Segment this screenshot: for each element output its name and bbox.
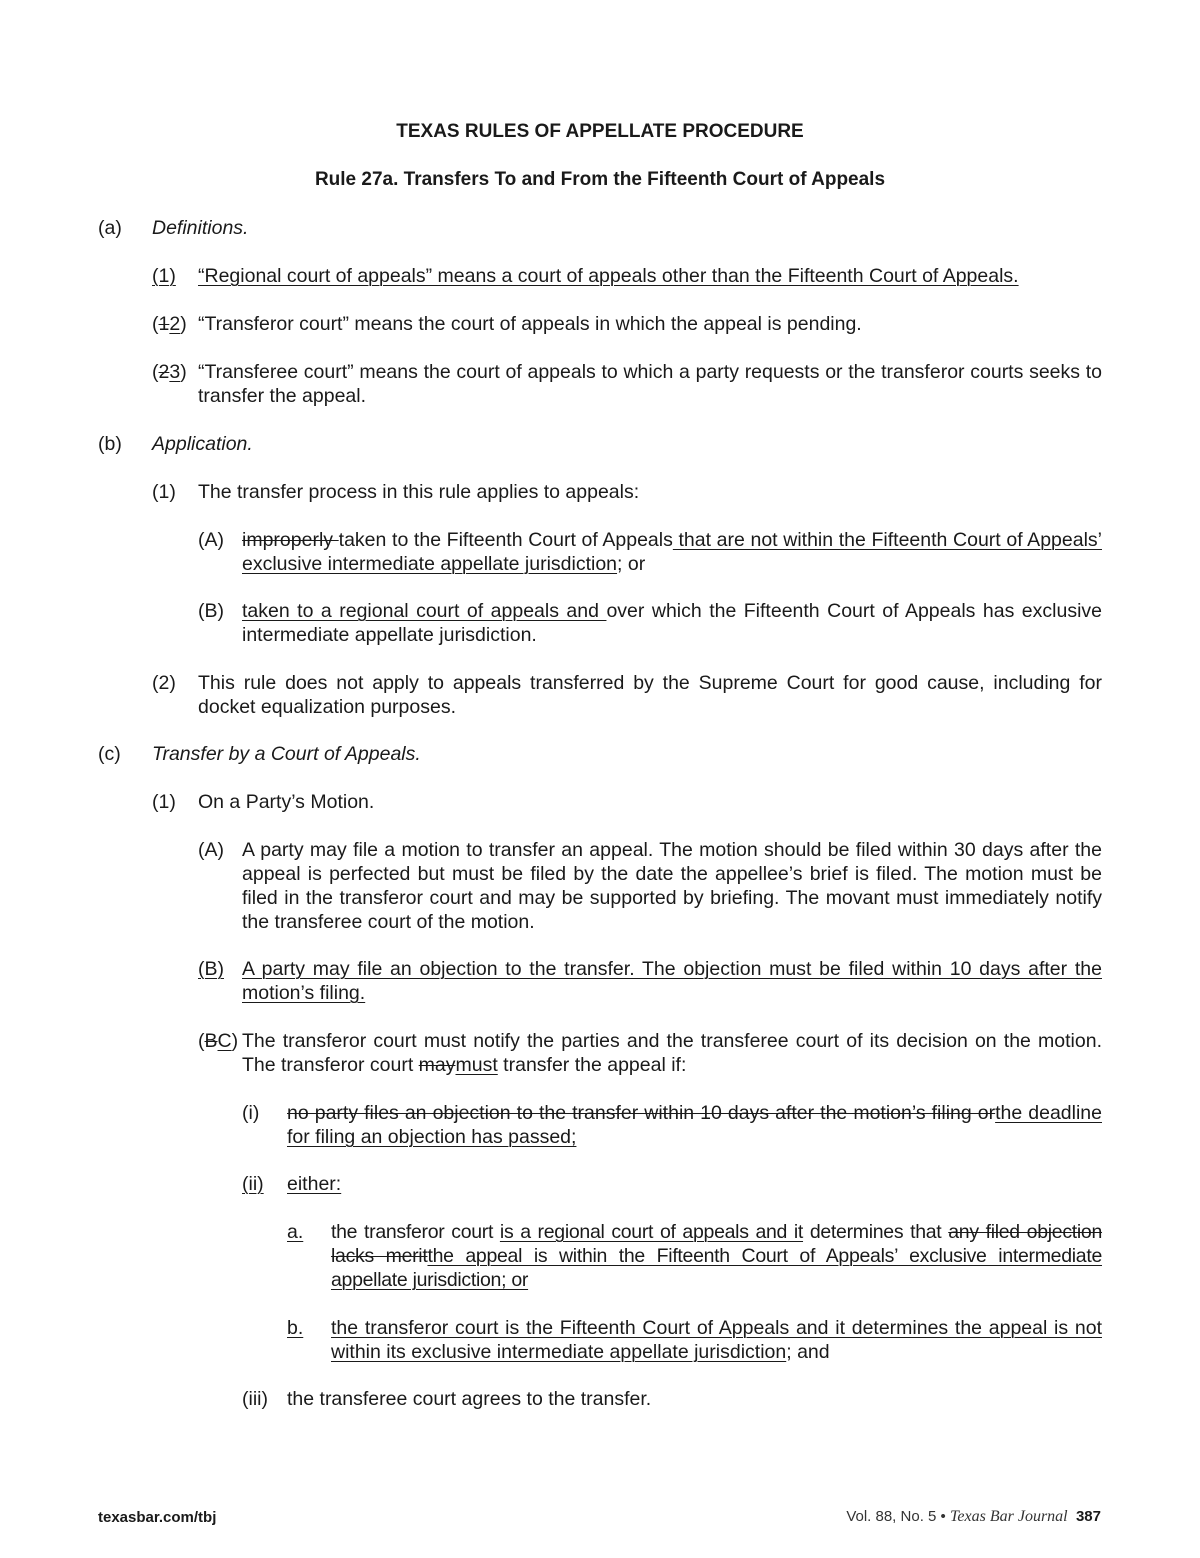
paragraph-text: The transfer process in this rule applies to appeals: [198,481,640,503]
inserted-text: either: [287,1173,342,1195]
section-label: (c) [98,743,121,765]
section-label: (a) [98,217,122,239]
deleted-text: no party files an objection to the transfer within 10 days after the motion’s filing or [287,1102,996,1124]
inserted-text: A party may file an objection to the transfer. The objection must be filed within 10 days after the motion’s filing. [242,958,1102,1004]
subitem-label: (BC) [198,1030,239,1052]
clause-label: (i) [242,1102,260,1124]
inserted-number: 2 [169,313,181,335]
footer-site-link[interactable]: texasbar.com/tbj [98,1509,217,1526]
paragraph-text: improperly taken to the Fifteenth Court of Appeals that are not within the Fifteenth Court of Appeals’ exclusive intermediate appellate jurisdiction; or [242,529,1102,575]
paragraph-text: the transferor court is the Fifteenth Court of Appeals and it determines the appeal is not within its exclusive intermediate appellate jurisdiction; and [331,1317,1102,1363]
item-label: (1) [152,481,176,503]
inserted-text: is a regional court of appeals and it [499,1221,804,1243]
deleted-text: may [418,1054,456,1076]
section-heading: Transfer by a Court of Appeals. [152,743,421,765]
footer-bullet: • [940,1508,946,1525]
inserted-text: the appeal is within the Fifteenth Court of Appeals’ exclusive intermediate appellate jurisdiction; or [331,1245,1102,1291]
paragraph-text: The transferor court must notify the parties and the transferee court of its decision on the motion. The transferor court maymust transfer the appeal if: [242,1030,1102,1076]
inserted-letter: C [217,1030,232,1052]
item-label: (1) [152,791,176,813]
definition-text: “Transferee court” means the court of appeals to which a party requests or the transferor courts seeks to transfer the appeal. [198,361,1102,407]
document-title: TEXAS RULES OF APPELLATE PROCEDURE [396,121,804,142]
deleted-letter: B [204,1030,218,1052]
paragraph-text [242,957,1102,1005]
definition-inserted-text: “Regional court of appeals” means a court of appeals other than the Fifteenth Court of Appeals. [198,265,1019,287]
paragraph-text: the transferee court agrees to the transfer. [287,1388,652,1410]
paragraph-text: On a Party’s Motion. [198,791,375,813]
clause-label: (iii) [242,1388,268,1410]
clause-label: (ii) [242,1173,264,1195]
item-label: (12) [152,313,187,335]
subitem-label: (B) [198,600,224,622]
section-label: (b) [98,433,122,455]
inserted-text: the transferor court is the Fifteenth Court of Appeals and it determines the appeal is not within its exclusive intermediate appellate jurisdiction [331,1317,1102,1363]
footer-volume: Vol. 88, No. 5 [846,1508,937,1525]
paragraph-text: A party may file a motion to transfer an appeal. The motion should be filed within 30 days after the appeal is perfected but must be filed by the date the appellee’s brief is filed. The motion must be filed in the transferor court and may be supported by briefing. The movant must immediately notify the transferee court of the motion. [242,839,1102,933]
subitem-label: (B) [198,958,224,980]
inserted-text: taken to a regional court of appeals and [242,600,607,622]
subitem-label: (A) [198,839,224,861]
inserted-text: the deadline for filing an objection has passed; [287,1102,1102,1148]
inserted-number: 3 [169,361,181,383]
rule-title: Rule 27a. Transfers To and From the Fifteenth Court of Appeals [314,169,886,190]
subclause-label: a. [287,1221,304,1243]
paragraph-text [287,1101,1102,1149]
deleted-text: improperly [242,529,339,551]
subclause-label: b. [287,1317,304,1339]
item-label: (23) [152,361,187,383]
subitem-label: (A) [198,529,224,551]
inserted-text: must [455,1054,498,1076]
definition-text: “Transferor court” means the court of appeals in which the appeal is pending. [198,313,862,335]
paragraph-text: the transferor court is a regional court of appeals and it determines that any filed objection lacks meritthe appeal is within the Fifteenth Court of Appeals’ exclusive intermediate appellate jurisdiction; or [331,1221,1103,1291]
inserted-text: that are not within the Fifteenth Court of Appeals’ exclusive intermediate appellate jurisdiction [242,529,1102,575]
item-label: (1) [152,265,176,287]
item-label: (2) [152,672,176,694]
section-heading: Application. [152,433,253,455]
deleted-number: 2 [158,361,170,383]
footer-citation [846,1505,1101,1529]
paragraph-text [287,1172,1102,1196]
paragraph-text: This rule does not apply to appeals transferred by the Supreme Court for good cause, including for docket equalization purposes. [198,672,1102,718]
paragraph-text: taken to a regional court of appeals and over which the Fifteenth Court of Appeals has exclusive intermediate appellate jurisdiction. [242,600,1102,646]
deleted-text: any filed objection lacks merit [331,1221,1103,1267]
section-heading: Definitions. [152,217,249,239]
deleted-number: 1 [158,313,170,335]
page-number: 387 [1075,1508,1101,1525]
footer-journal: Texas Bar Journal [949,1508,1068,1525]
definition-text [152,264,1102,288]
